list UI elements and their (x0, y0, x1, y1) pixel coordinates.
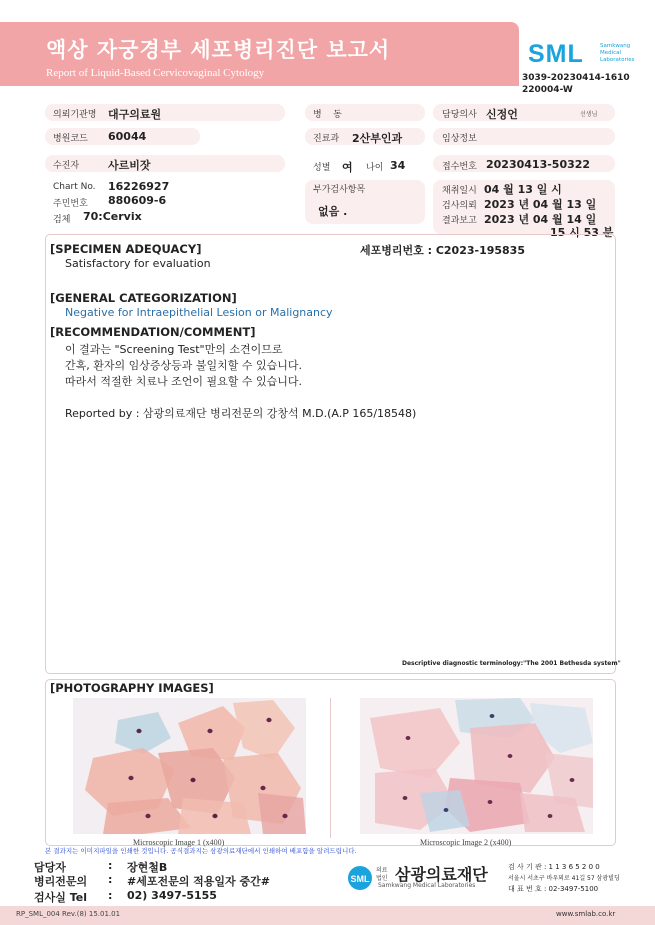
patient-label: 수진자 (53, 161, 80, 171)
receipt-label: 접수번호 (442, 162, 477, 172)
recommendation-heading: [RECOMMENDATION/COMMENT] (50, 325, 256, 339)
doctor-label: 담당의사 (442, 110, 477, 120)
cytology-number: 세포병리번호 : C2023-195835 (360, 244, 525, 257)
institution-value: 대구의료원 (108, 108, 162, 121)
reported-value: 2023 년 04 월 14 일 (484, 213, 597, 226)
foundation-type-line-2: 법인 (376, 875, 388, 882)
main-phone: 대 표 번 호 : 02-3497-5100 (508, 885, 599, 893)
adequacy-text: Satisfactory for evaluation (65, 257, 211, 270)
report-number (522, 72, 630, 96)
specimen-value: 70:Cervix (83, 210, 142, 223)
age-label: 나이 (366, 163, 384, 173)
hospital-code-label: 병원코드 (53, 134, 88, 144)
colon: : (108, 859, 113, 872)
svg-text:SML: SML (350, 874, 370, 884)
reported-by: Reported by : 삼광의료재단 병리전문의 강창석 M.D.(A.P 165/18548) (65, 407, 417, 420)
colon: : (108, 889, 113, 902)
sml-logo: SML (528, 40, 584, 68)
foundation-type-line-1: 의료 (376, 867, 388, 874)
collected-value: 04 월 13 일 시 (484, 183, 562, 196)
cytology-micrograph (73, 698, 306, 834)
tel-value: 02) 3497-5155 (127, 889, 217, 902)
chart-value: 16226927 (108, 180, 170, 193)
image-2-caption: Microscopic Image 2 (x400) (420, 838, 512, 847)
print-notice: 본 결과지는 이미지파일을 인쇄한 것입니다. 공식결과지는 삼광의료재단에서 인쇄하여 배포함을 알려드립니다. (45, 847, 357, 855)
report-title: 액상 자궁경부 세포병리진단 보고서 (46, 38, 391, 62)
foundation-type (376, 867, 388, 883)
microscopic-image-1 (73, 698, 306, 834)
cytology-micrograph (360, 698, 593, 834)
age-value: 34 (390, 159, 406, 172)
requested-value: 2023 년 04 월 13 일 (484, 198, 597, 211)
image-1-caption: Microscopic Image 1 (x400) (133, 838, 225, 847)
foundation-english-name: Samkwang Medical Laboratories (378, 882, 476, 889)
website-link[interactable]: www.smlab.co.kr (556, 910, 616, 918)
collected-label: 채취일시 (442, 186, 477, 196)
sml-logo-subtitle: Samkwang Medical Laboratories (600, 43, 635, 63)
comment-line: 이 결과는 "Screening Test"만의 소견이므로 (65, 343, 283, 356)
photo-divider (330, 698, 331, 838)
resident-label: 주민번호 (53, 199, 88, 209)
institution-label: 의뢰기관명 (53, 110, 97, 120)
address: 서울시 서초구 바우뫼로 41길 57 삼광빌딩 (508, 875, 620, 882)
ward-label: 병 동 (313, 110, 342, 120)
pathologist-label: 병리전문의 (34, 875, 88, 888)
additional-value: 없음 . (318, 205, 348, 218)
patient-field (45, 155, 285, 172)
doctor-suffix: 선생님 (580, 111, 598, 118)
terminology-note: Descriptive diagnostic terminology:"The 2001 Bethesda system" (402, 660, 621, 667)
comment-line: 따라서 적절한 치료나 조언이 필요할 수 있습니다. (65, 375, 302, 388)
form-code: RP_SML_004 Rev.(8) 15.01.01 (16, 910, 121, 918)
reported-time-value: 15 시 53 분 (550, 226, 614, 239)
pathologist-value: #세포전문의 적용일자 중간# (127, 875, 270, 888)
tel-label: 검사실 Tel (34, 891, 87, 904)
category-text: Negative for Intraepithelial Lesion or Malignancy (65, 306, 333, 319)
department-label: 진료과 (313, 134, 340, 144)
technician-value: 장현철B (127, 861, 168, 874)
specimen-label: 검체 (53, 215, 71, 225)
colon: : (108, 873, 113, 886)
report-subtitle: Report of Liquid-Based Cervicovaginal Cytology (46, 67, 265, 79)
reported-label: 결과보고 (442, 216, 477, 226)
report-number-line-2: 220004-W (522, 85, 573, 95)
comment-line: 간혹, 환자의 임상증상등과 불일치할 수 있습니다. (65, 359, 302, 372)
clinical-label: 임상정보 (442, 134, 477, 144)
org-code: 검 사 기 관 : 1 1 3 6 5 2 0 0 (508, 863, 600, 871)
requested-label: 검사의뢰 (442, 201, 477, 211)
report-number-line-1: 3039-20230414-1610 (522, 73, 630, 83)
foundation-name: 삼광의료재단 (395, 865, 488, 884)
photo-heading: [PHOTOGRAPHY IMAGES] (50, 681, 214, 695)
chart-label: Chart No. (53, 182, 96, 192)
gender-value: 여 (342, 161, 353, 174)
adequacy-heading: [SPECIMEN ADEQUACY] (50, 242, 202, 256)
resident-value: 880609-6 (108, 194, 167, 207)
foundation-info (508, 862, 620, 895)
category-heading: [GENERAL CATEGORIZATION] (50, 291, 237, 305)
foundation-logo-icon (345, 865, 375, 891)
receipt-value: 20230413-50322 (486, 158, 591, 171)
gender-label: 성별 (313, 163, 331, 173)
technician-label: 담당자 (34, 861, 66, 874)
patient-value: 사르비잣 (108, 159, 151, 172)
doctor-value: 신정언 (486, 108, 518, 121)
microscopic-image-2 (360, 698, 593, 834)
hospital-code-value: 60044 (108, 130, 147, 143)
department-value: 2산부인과 (352, 132, 403, 145)
additional-label: 부가검사항목 (313, 185, 366, 195)
